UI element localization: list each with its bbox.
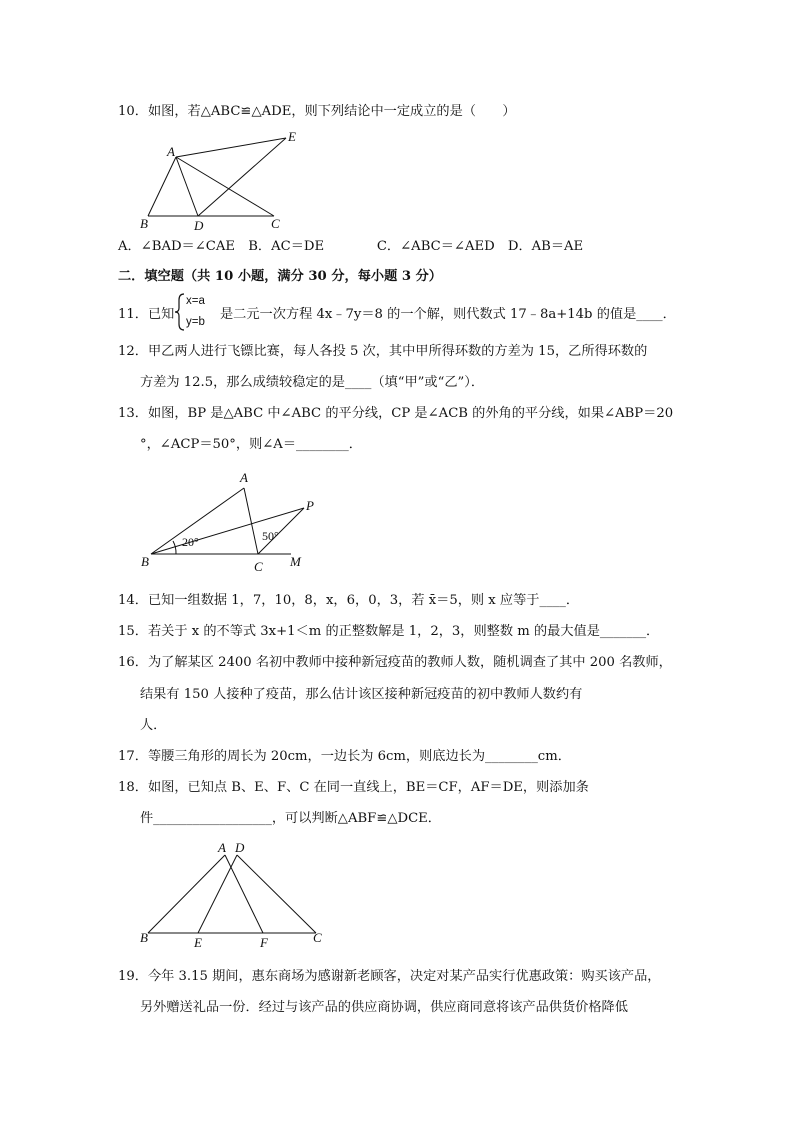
q16-line2: 结果有 150 人接种了疫苗，那么估计该区接种新冠疫苗的初中教师人数约有: [140, 687, 583, 702]
q16-line3: 人．: [140, 718, 167, 733]
q13-label-c: C: [254, 559, 263, 574]
q18-label-b: B: [140, 930, 148, 945]
q12-line1: 12．甲乙两人进行飞镖比赛，每人各投 5 次，其中甲所得环数的方差为 15，乙所得环数的: [118, 344, 648, 359]
q17: 17．等腰三角形的周长为 20cm，一边长为 6cm，则底边长为________cm．: [118, 749, 571, 764]
q13-label-m: M: [290, 554, 301, 569]
q18-label-d: D: [235, 840, 245, 855]
q13-label-p: P: [306, 498, 314, 513]
q10-label-d: D: [194, 218, 204, 233]
q10-label-b: B: [140, 216, 148, 231]
q11-eq2: y=b: [186, 316, 205, 328]
q13-line1: 13．如图，BP 是△ABC 中∠ABC 的平分线，CP 是∠ACB 的外角的平分线，如果∠ABP＝20: [118, 406, 674, 421]
section-2-heading: 二．填空题（共 10 小题，满分 30 分，每小题 3 分）: [118, 269, 442, 284]
q13-angle-50: 50°: [262, 529, 279, 543]
q13-figure: [136, 470, 326, 575]
q13-label-a: A: [240, 470, 248, 485]
q19-line2: 另外赠送礼品一份．经过与该产品的供应商协调，供应商同意将该产品供货价格降低: [140, 1000, 628, 1015]
q10-options: A．∠BAD＝∠CAE B．AC＝DE C．∠ABC＝∠AED D．AB＝AE: [118, 239, 584, 254]
q10-label-a: A: [167, 144, 175, 159]
q11-eq1: x=a: [186, 295, 205, 307]
q18-label-c: C: [313, 930, 322, 945]
q18-label-e: E: [194, 935, 202, 950]
q11-prefix: 11．已知: [118, 307, 175, 322]
q13-line2: °，∠ACP＝50°，则∠A＝________．: [140, 437, 362, 452]
q18-line1: 18．如图，已知点 B、E、F、C 在同一直线上，BE＝CF，AF＝DE，则添加条: [118, 780, 589, 795]
q10-label-c: C: [271, 216, 280, 231]
q14: 14．已知一组数据 1，7，10，8，x，6，0，3，若 x̄＝5，则 x 应等于____．: [118, 593, 580, 608]
q13-angle-20: 20°: [182, 535, 199, 549]
q10-stem: 10．如图，若△ABC≌△ADE，则下列结论中一定成立的是（ ）: [118, 104, 516, 119]
q18-line2: 件__________________，可以判断△ABF≌△DCE．: [140, 811, 441, 826]
q15: 15．若关于 x 的不等式 3x+1＜m 的正整数解是 1，2，3，则整数 m 的最大值是_______．: [118, 624, 660, 639]
q19-line1: 19．今年 3.15 期间，惠东商场为感谢新老顾客，决定对某产品实行优惠政策：购买该产品，: [118, 969, 661, 984]
q18-label-a: A: [218, 840, 226, 855]
q18-label-f: F: [260, 935, 268, 950]
q13-label-b: B: [141, 554, 149, 569]
q12-line2: 方差为 12.5，那么成绩较稳定的是____（填“甲”或“乙”）．: [140, 375, 485, 390]
q16-line1: 16．为了解某区 2400 名初中教师中接种新冠疫苗的教师人数，随机调查了其中 200 名教师，: [118, 655, 672, 670]
q10-figure: [136, 124, 311, 236]
q11-suffix: 是二元一次方程 4x﹣7y＝8 的一个解，则代数式 17﹣8a+14b 的值是____．: [220, 307, 676, 322]
q18-figure: [136, 838, 328, 950]
q10-label-e: E: [288, 129, 296, 144]
